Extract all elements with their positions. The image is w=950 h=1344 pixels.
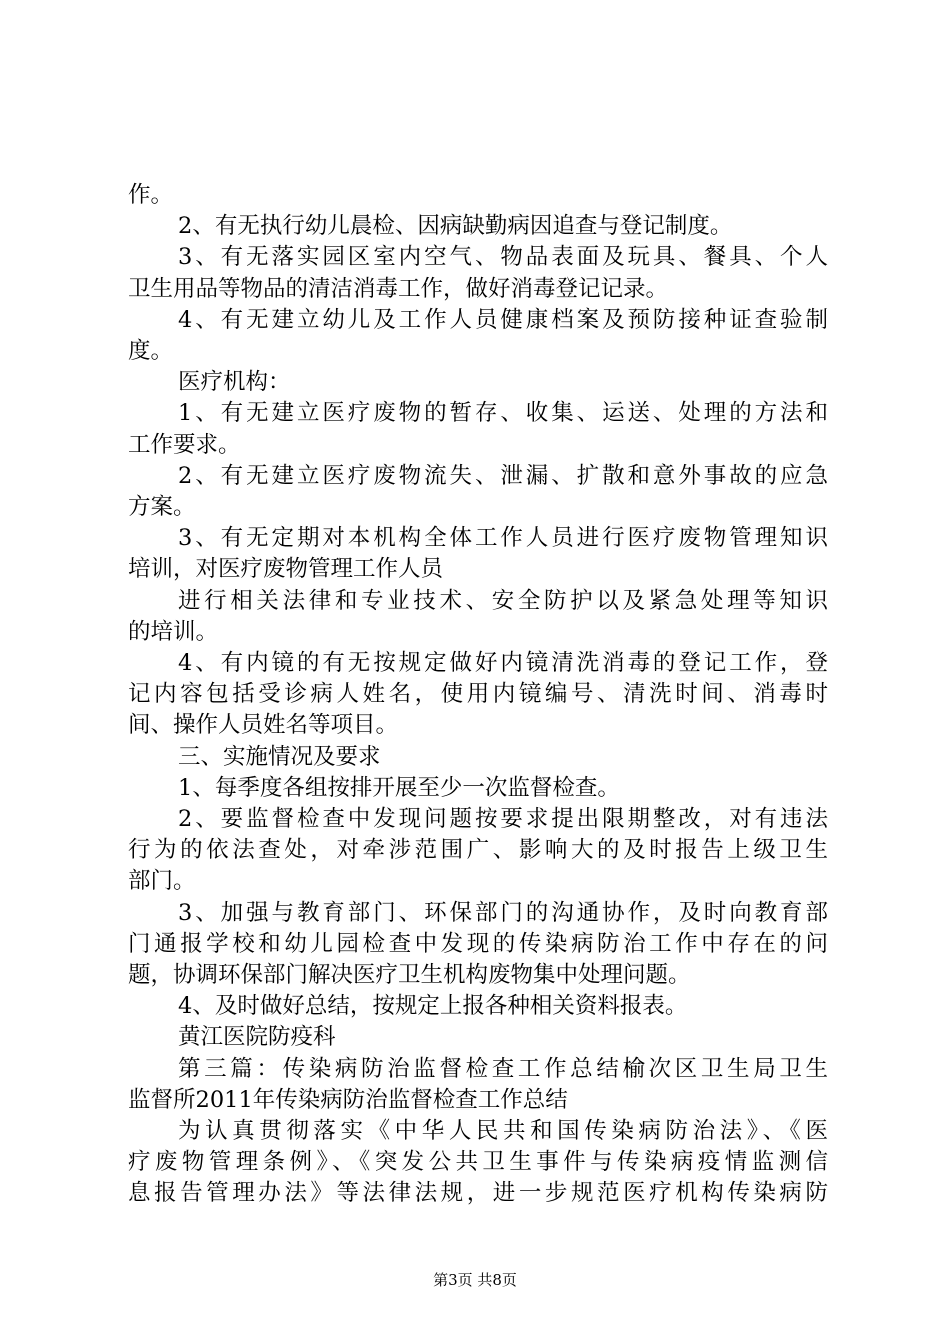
text-line: 部门。 xyxy=(128,868,196,895)
text-line: 行为的依法查处，对牵涉范围广、影响大的及时报告上级卫生 xyxy=(128,837,828,864)
text-line: 的培训。 xyxy=(128,618,219,645)
text-line: 4、有内镜的有无按规定做好内镜清洗消毒的登记工作，登 xyxy=(178,650,828,676)
text-line: 监督所2011年传染病防治监督检查工作总结 xyxy=(128,1086,568,1113)
text-line: 培训，对医疗废物管理工作人员 xyxy=(128,556,444,583)
text-line: 度。 xyxy=(128,338,174,364)
text-line: 1、每季度各组按排开展至少一次监督检查。 xyxy=(178,774,620,801)
text-line: 黄江医院防疫科 xyxy=(178,1024,336,1051)
text-line: 4、有无建立幼儿及工作人员健康档案及预防接种证查验制 xyxy=(178,306,828,333)
text-line: 3、有无落实园区室内空气、物品表面及玩具、餐具、个人 xyxy=(178,244,828,271)
text-line: 1、有无建立医疗废物的暂存、收集、运送、处理的方法和 xyxy=(178,400,828,427)
text-line: 第三篇：传染病防治监督检查工作总结榆次区卫生局卫生 xyxy=(178,1055,828,1082)
text-line: 作。 xyxy=(128,182,174,208)
text-line: 3、加强与教育部门、环保部门的沟通协作，及时向教育部 xyxy=(178,899,828,926)
text-line: 息报告管理办法》等法律法规，进一步规范医疗机构传染病防 xyxy=(128,1180,828,1207)
page-footer: 第3页 共8页 xyxy=(433,1271,517,1289)
text-line: 医疗机构： xyxy=(178,369,291,396)
text-line: 记内容包括受诊病人姓名，使用内镜编号、清洗时间、消毒时 xyxy=(128,681,828,708)
text-line: 工作要求。 xyxy=(128,431,241,458)
text-line: 方案。 xyxy=(128,494,196,520)
text-line: 进行相关法律和专业技术、安全防护以及紧急处理等知识 xyxy=(178,587,828,614)
text-line: 疗废物管理条例》、《突发公共卫生事件与传染病疫情监测信 xyxy=(128,1149,828,1176)
text-line: 3、有无定期对本机构全体工作人员进行医疗废物管理知识 xyxy=(178,525,828,552)
text-line: 2、有无建立医疗废物流失、泄漏、扩散和意外事故的应急 xyxy=(178,462,828,489)
text-line: 2、要监督检查中发现问题按要求提出限期整改，对有违法 xyxy=(178,806,828,832)
text-line: 题，协调环保部门解决医疗卫生机构废物集中处理问题。 xyxy=(128,962,691,988)
text-line: 卫生用品等物品的清洁消毒工作，做好消毒登记记录。 xyxy=(128,275,669,302)
text-line: 2、有无执行幼儿晨检、因病缺勤病因追查与登记制度。 xyxy=(178,213,733,240)
text-line: 三、实施情况及要求 xyxy=(178,743,381,770)
text-line: 间、操作人员姓名等项目。 xyxy=(128,712,399,739)
text-line: 门通报学校和幼儿园检查中发现的传染病防治工作中存在的问 xyxy=(128,930,828,957)
text-line: 4、及时做好总结，按规定上报各种相关资料报表。 xyxy=(178,993,688,1020)
text-line: 为认真贯彻落实《中华人民共和国传染病防治法》、《医 xyxy=(178,1118,828,1144)
